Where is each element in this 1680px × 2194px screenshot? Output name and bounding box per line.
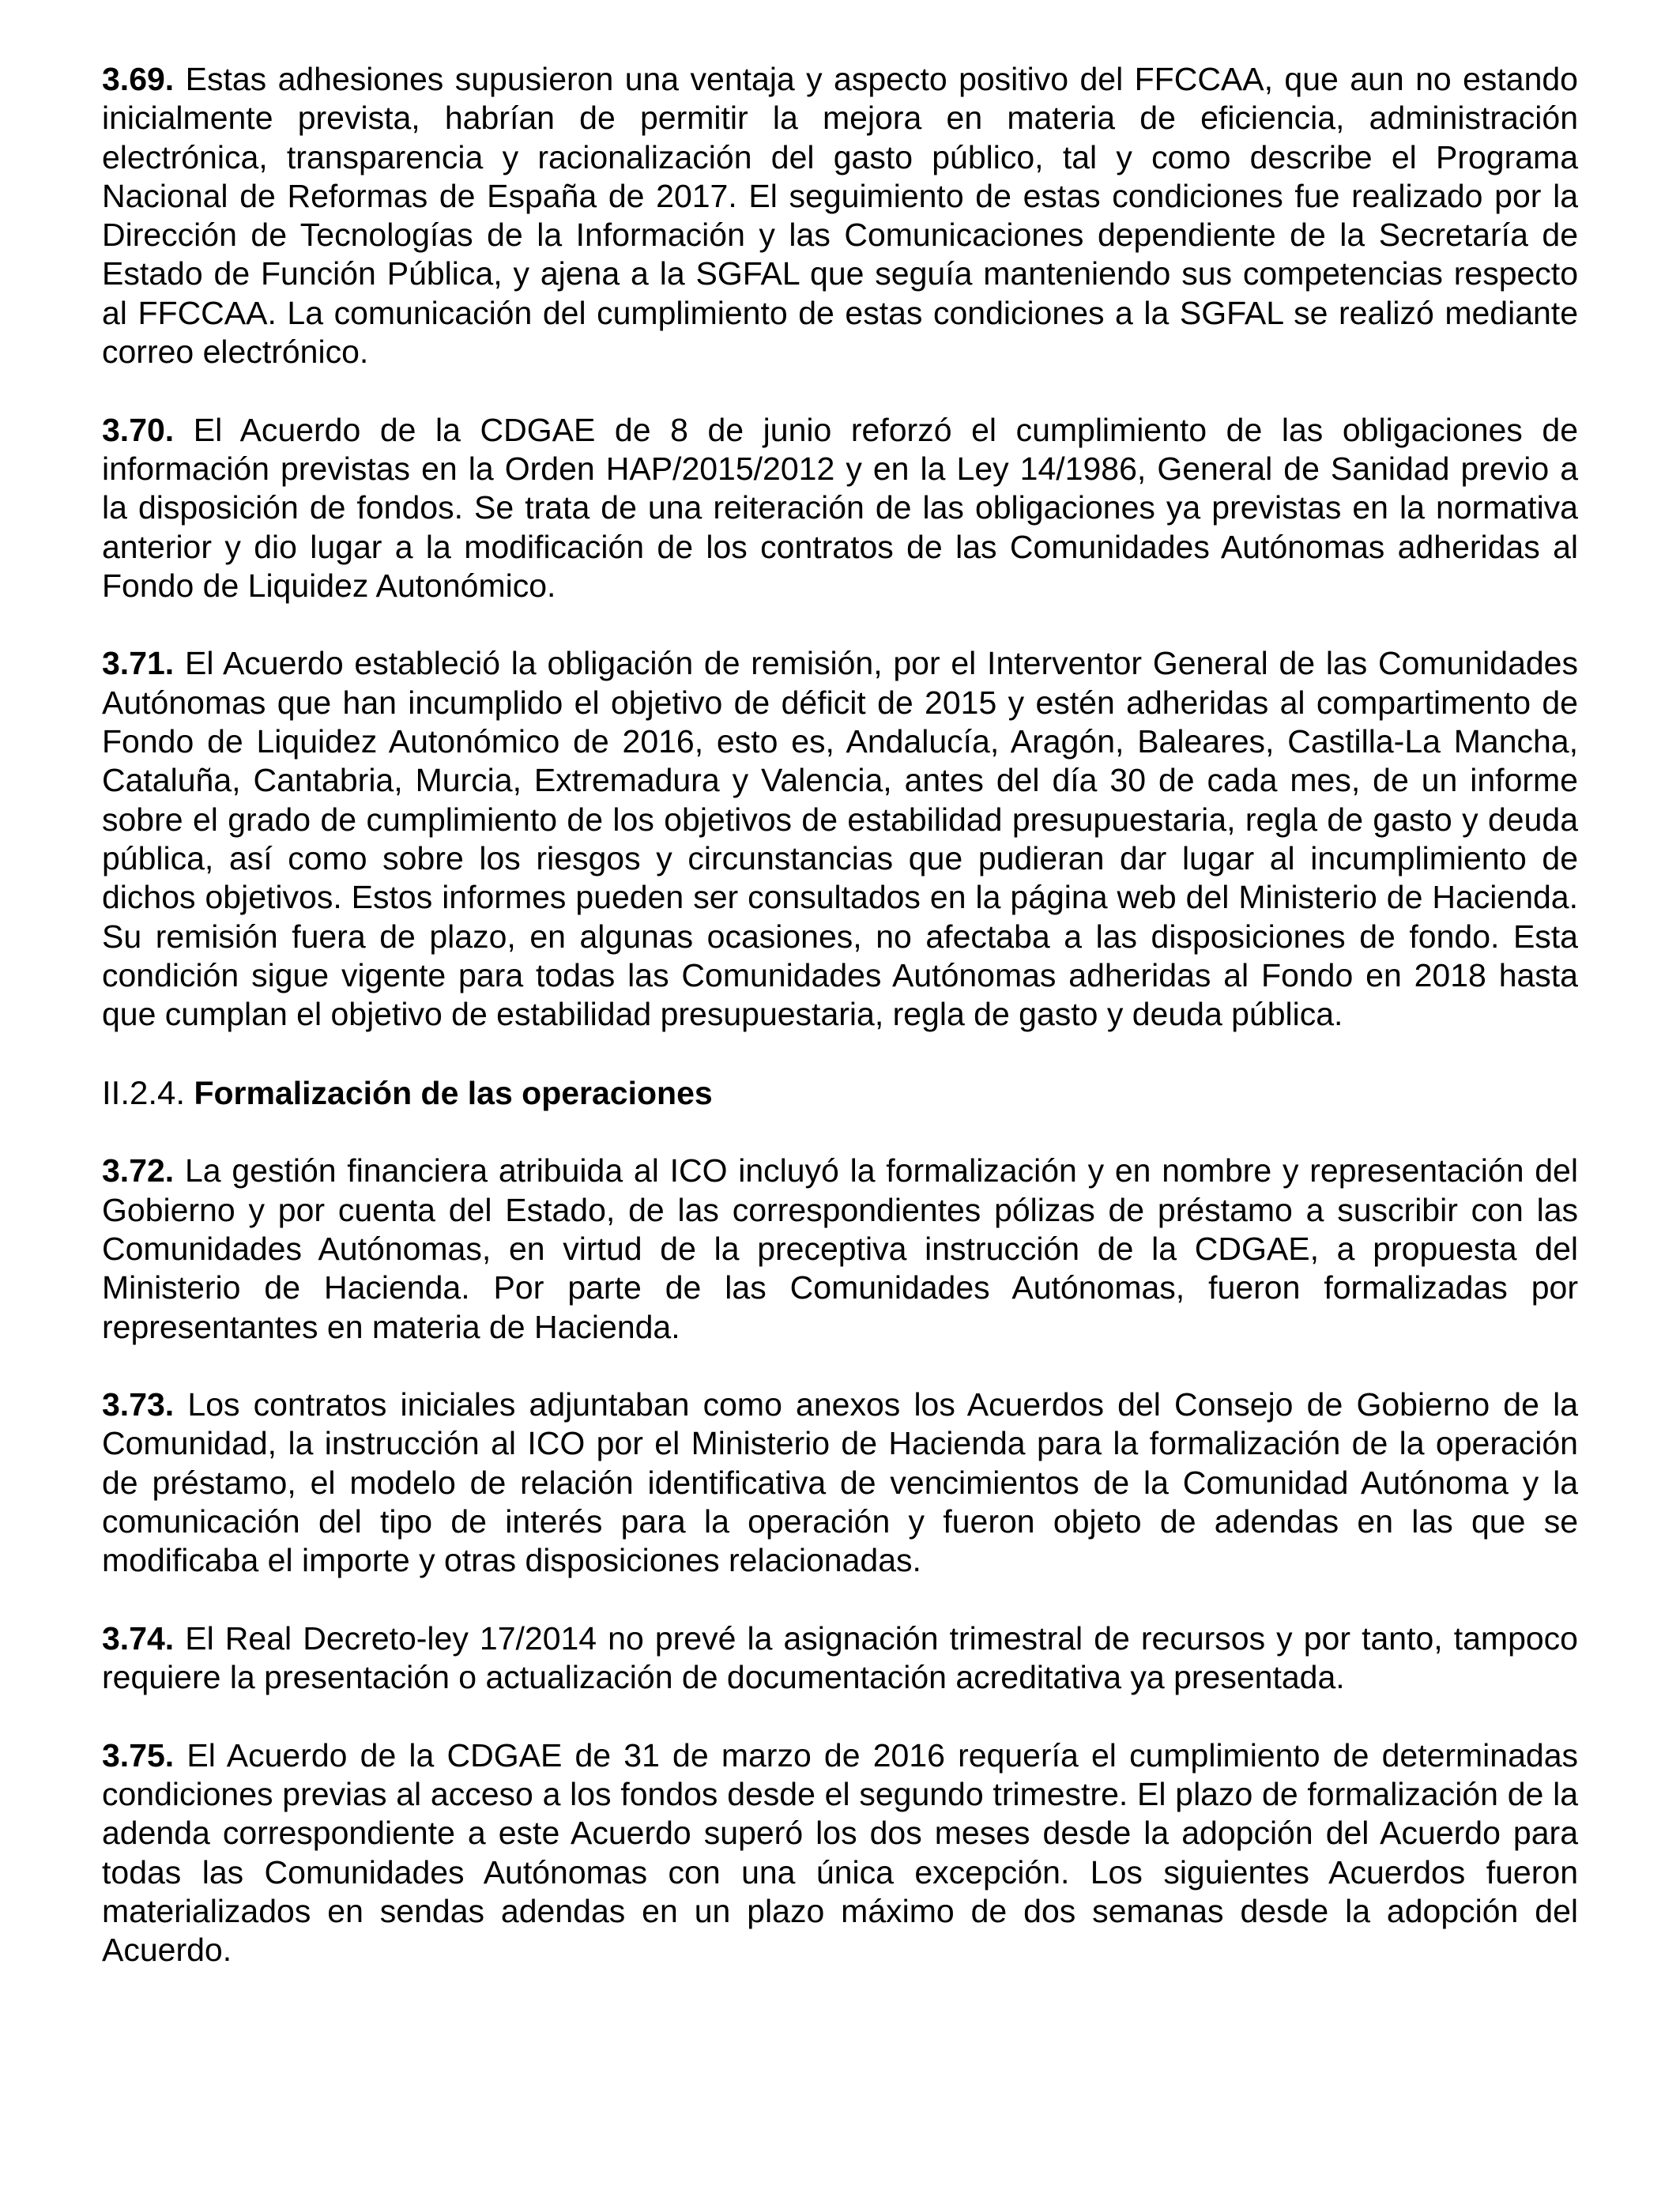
paragraph-text: El Acuerdo de la CDGAE de 8 de junio reforzó el cumplimiento de las obligaciones de información previstas en la Orden HAP/2015/2012 y en la Ley 14/1986, General de Sanidad previo a la disposición de fondos. Se trata de una reiteración de las obligaciones ya previstas en la normativa anterior y dio lugar a la modificación de los contratos de las Comunidades Autónomas adheridas al Fondo de Liquidez Autonómico.: [102, 411, 1578, 604]
paragraph-number: 3.74.: [102, 1619, 175, 1657]
paragraph-number: 3.75.: [102, 1736, 175, 1774]
paragraph-3-70: [102, 411, 1578, 605]
paragraph-text: El Acuerdo estableció la obligación de remisión, por el Interventor General de las Comunidades Autónomas que han incumplido el objetivo de déficit de 2015 y estén adheridas al compartimento de Fondo de Liquidez Autonómico de 2016, esto es, Andalucía, Aragón, Baleares, Castilla-La Mancha, Cataluña, Cantabria, Murcia, Extremadura y Valencia, antes del día 30 de cada mes, de un informe sobre el grado de cumplimiento de los objetivos de estabilidad presupuestaria, regla de gasto y deuda pública, así como sobre los riesgos y circunstancias que pudieran dar lugar al incumplimiento de dichos objetivos. Estos informes pueden ser consultados en la página web del Ministerio de Hacienda. Su remisión fuera de plazo, en algunas ocasiones, no afectaba a las disposiciones de fondo. Esta condición sigue vigente para todas las Comunidades Autónomas adheridas al Fondo en 2018 hasta que cumplan el objetivo de estabilidad presupuestaria, regla de gasto y deuda pública.: [102, 645, 1578, 1033]
paragraph-number: 3.69.: [102, 61, 175, 97]
paragraph-text: El Real Decreto-ley 17/2014 no prevé la asignación trimestral de recursos y por tanto, tampoco requiere la presentación o actualización de documentación acreditativa ya presentada.: [102, 1619, 1578, 1696]
paragraph-3-73: [102, 1385, 1578, 1580]
paragraph-3-72: [102, 1152, 1578, 1346]
paragraph-number: 3.71.: [102, 645, 175, 682]
paragraph-number: 3.72.: [102, 1152, 175, 1189]
section-heading-number: II.2.4.: [102, 1073, 186, 1111]
paragraph-3-69: [102, 60, 1578, 371]
paragraph-number: 3.73.: [102, 1386, 175, 1423]
paragraph-3-74: [102, 1619, 1578, 1698]
paragraph-number: 3.70.: [102, 411, 175, 448]
section-heading: [102, 1073, 1578, 1113]
paragraph-text: El Acuerdo de la CDGAE de 31 de marzo de 2016 requería el cumplimiento de determinadas condiciones previas al acceso a los fondos desde el segundo trimestre. El plazo de formalización de la adenda correspondiente a este Acuerdo superó los dos meses desde la adopción del Acuerdo para todas las Comunidades Autónomas con una única excepción. Los siguientes Acuerdos fueron materializados en sendas adendas en un plazo máximo de dos semanas desde la adopción del Acuerdo.: [102, 1736, 1578, 1969]
paragraph-text: Los contratos iniciales adjuntaban como anexos los Acuerdos del Consejo de Gobierno de la Comunidad, la instrucción al ICO por el Ministerio de Hacienda para la formalización de la operación de préstamo, el modelo de relación identificativa de vencimientos de la Comunidad Autónoma y la comunicación del tipo de interés para la operación y fueron objeto de adendas en las que se modificaba el importe y otras disposiciones relacionadas.: [102, 1386, 1578, 1579]
paragraph-text: Estas adhesiones supusieron una ventaja y aspecto positivo del FFCCAA, que aun no estando inicialmente prevista, habrían de permitir la mejora en materia de eficiencia, administración electrónica, transparencia y racionalización del gasto público, tal y como describe el Programa Nacional de Reformas de España de 2017. El seguimiento de estas condiciones fue realizado por la Dirección de Tecnologías de la Información y las Comunicaciones dependiente de la Secretaría de Estado de Función Pública, y ajena a la SGFAL que seguía manteniendo sus competencias respecto al FFCCAA. La comunicación del cumplimiento de estas condiciones a la SGFAL se realizó mediante correo electrónico.: [102, 61, 1578, 371]
document-page: [102, 60, 1578, 2009]
section-heading-title: Formalización de las operaciones: [194, 1074, 713, 1111]
paragraph-3-71: [102, 644, 1578, 1034]
paragraph-text: La gestión financiera atribuida al ICO incluyó la formalización y en nombre y representación del Gobierno y por cuenta del Estado, de las correspondientes pólizas de préstamo a suscribir con las Comunidades Autónomas, en virtud de la preceptiva instrucción de la CDGAE, a propuesta del Ministerio de Hacienda. Por parte de las Comunidades Autónomas, fueron formalizadas por representantes en materia de Hacienda.: [102, 1152, 1578, 1345]
paragraph-3-75: [102, 1736, 1578, 1970]
